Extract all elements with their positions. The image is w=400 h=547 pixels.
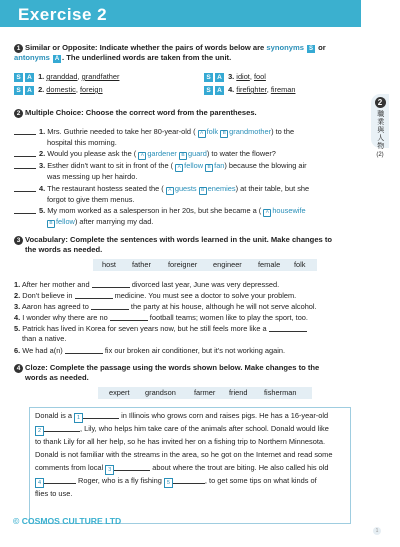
section-3-instruction: 3 Vocabulary: Complete the sentences with words learned in the unit. Make changes to the words as needed. [14,235,359,256]
answer-blank[interactable] [83,411,119,419]
mc-item-2: 2. Would you please ask the ( A gardener B guard) to water the flower? [14,149,359,160]
answer-blank[interactable] [110,313,148,321]
unit-side-tab [371,94,389,158]
antonym-box[interactable]: A [25,73,34,82]
word-bank-item: expert [109,388,130,397]
page-number: 1 [373,527,381,535]
synonym-box[interactable]: S [14,73,23,82]
word-bank-item: fisherman [264,388,297,397]
word-bank-item: father [132,260,151,269]
passage-line: comments from local 3 about where the trout are biting. He also called his old [35,463,329,473]
word-bank-item: folk [294,260,306,269]
word-bank-item: friend [229,388,248,397]
answer-blank[interactable] [75,291,113,299]
antonym-box[interactable]: A [25,86,34,95]
unit-sub-label: (2) [376,152,384,158]
mc-item-1: 1. Mrs. Guthrie needed to take her 80-year-old ( A folk B grandmother) to the hospital this morning. [14,127,359,148]
section-2-instruction: 2 Multiple Choice: Choose the correct word from the parentheses. [14,108,359,118]
answer-blank[interactable] [14,127,36,135]
word-bank-item: farmer [194,388,216,397]
word-bank-item: host [102,260,116,269]
answer-blank[interactable] [114,463,150,471]
answer-blank[interactable] [14,184,36,192]
answer-blank[interactable] [65,346,103,354]
answer-blank[interactable] [44,476,76,484]
answer-blank[interactable] [92,280,130,288]
mc-item-5: 5. My mom worked as a salesperson in her 20s, but she became a ( A housewife B fellow) after marrying my dad. [14,206,359,228]
vocab-item-5: 5. Patrick has lived in Korea for seven years now, but he still feels more like a than a native. [14,324,359,344]
word-bank-item: engineer [213,260,242,269]
passage-line: Donald is a 1 in Illinois who grows corn and raises pigs. He has a 16-year-old [35,411,329,421]
passage-line: 4 Roger, who is a fly fishing 5 , to get some tips on what kinds of [35,476,347,488]
word-bank-item: foreigner [168,260,198,269]
pair-item-1[interactable]: S A 1. granddad, grandfather [14,72,119,82]
answer-blank[interactable] [14,161,36,169]
passage-line: Donald is not familiar with the streams in the area, so he got on the Internet and read some [35,450,333,459]
unit-label: 職業與人物 [376,110,384,150]
pair-item-2[interactable]: S A 2. domestic, foreign [14,85,103,95]
pair-item-3[interactable]: S A 3. idiot, fool [204,72,266,82]
antonym-box[interactable]: A [215,86,224,95]
vocab-item-4: 4. I wonder why there are no football teams; women like to play the sport, too. [14,313,308,322]
passage-line: flies to use. [35,489,73,498]
synonym-box[interactable]: S [204,86,213,95]
pair-item-4[interactable]: S A 4. firefighter, fireman [204,85,295,95]
answer-blank[interactable] [269,324,307,332]
mc-item-3: 3. Esther didn't want to sit in front of the ( A fellow B fan) because the blowing air was messing up her hairdo. [14,161,359,182]
antonym-box[interactable]: A [215,73,224,82]
copyright-footer: © COSMOS CULTURE LTD [13,516,122,526]
section-1-instruction: 1 Similar or Opposite: Indicate whether the pairs of words below are synonyms S or antonyms A . The underlined words are taken from the unit. [14,43,326,63]
cloze-word-bank [98,387,312,399]
passage-line: to thank Lily for all her help, so he has invited her on a fishing trip to Northern Minnesota. [35,437,326,446]
mc-item-4: 4. The restaurant hostess seated the ( A guests B enemies) at their table, but she forgot to give them menus. [14,184,359,205]
answer-blank[interactable] [91,302,129,310]
unit-number: 2 [375,97,386,108]
word-bank-item: grandson [145,388,176,397]
exercise-header [0,0,361,27]
answer-blank[interactable] [14,149,36,157]
synonym-box[interactable]: S [14,86,23,95]
word-bank-item: female [258,260,281,269]
answer-blank[interactable] [14,206,36,214]
passage-line: 2 , Lily, who helps him take care of the animals after school. Donald would like [35,424,347,436]
answer-blank[interactable] [44,424,80,432]
vocab-item-2: 2. Don't believe in medicine. You must see a doctor to solve your problem. [14,291,297,300]
vocab-word-bank [93,259,317,271]
synonym-box[interactable]: S [204,73,213,82]
section-4-instruction: 4 Cloze: Complete the passage using the words shown below. Make changes to the words as needed. [14,363,359,384]
vocab-item-6: 6. We had a(n) fix our broken air conditioner, but it's not working again. [14,346,285,355]
vocab-item-3: 3. Aaron has agreed to the party at his house, although he will not serve alcohol. [14,302,317,311]
answer-blank[interactable] [173,476,205,484]
exercise-title: Exercise 2 [18,5,108,24]
vocab-item-1: 1. After her mother and divorced last year, June was very depressed. [14,280,280,289]
